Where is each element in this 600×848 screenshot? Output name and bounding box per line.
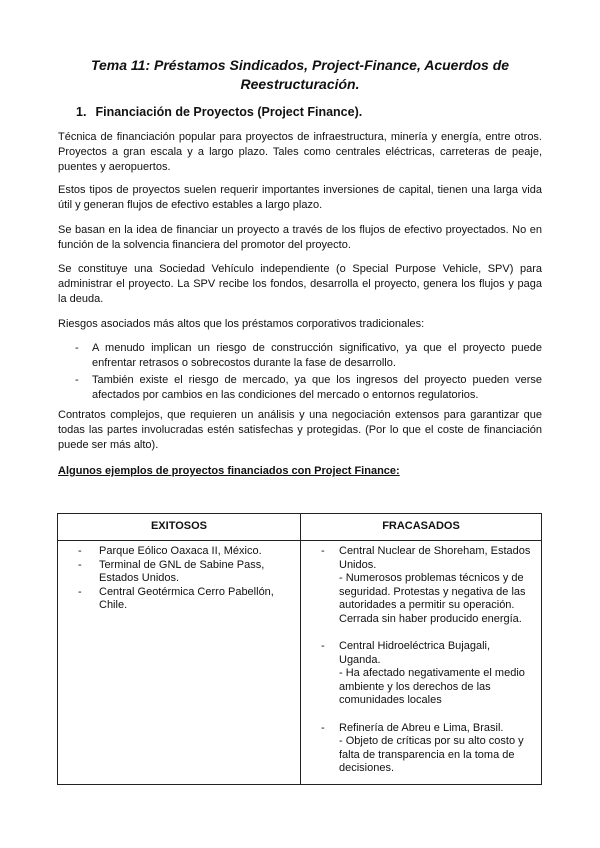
bullet-dash: -	[321, 640, 325, 652]
bullet-dash: -	[75, 342, 79, 354]
bullet-dash: -	[321, 545, 325, 557]
list-item	[58, 373, 542, 403]
project-detail: - Numerosos problemas técnicos y de seguridad. Protestas y negativa de las autoridades a permitir su operación. Cerrada sin haber producido energía.	[339, 572, 526, 625]
paragraph: Se basan en la idea de financiar un proyecto a través de los flujos de efectivo proyectados. No en función de la solvencia financiera del promotor del proyecto.	[58, 224, 542, 251]
paragraph: Se constituye una Sociedad Vehículo independiente (o Special Purpose Vehicle, SPV) para administrar el proyecto. La SPV recibe los fondos, desarrolla el proyecto, genera los flujos y paga la deuda.	[58, 263, 542, 305]
list-item	[321, 640, 531, 708]
list-item-text: A menudo implican un riesgo de construcción significativo, ya que el proyecto puede enfrentar retrasos o sobrecostos durante la fase de desarrollo.	[92, 342, 542, 369]
project-name: Central Hidroeléctrica Bujagali, Uganda.	[339, 640, 491, 666]
examples-table	[57, 513, 542, 785]
project-detail: - Ha afectado negativamente el medio ambiente y los derechos de las comunidades locales	[339, 667, 525, 706]
table-row	[58, 541, 542, 785]
paragraph: Contratos complejos, que requieren un análisis y una negociación extensos para garantizar que todas las partes involucradas estén satisfechas y protegidas. (Por lo que el coste de financiación puede ser más alto).	[58, 409, 542, 451]
list-item	[321, 545, 531, 626]
section-number: 1.	[76, 105, 87, 119]
list-item	[78, 559, 292, 586]
list-item	[58, 341, 542, 371]
section-heading-text: Financiación de Proyectos (Project Finance).	[95, 105, 363, 119]
table-header-row	[58, 514, 542, 541]
paragraph: Estos tipos de proyectos suelen requerir importantes inversiones de capital, tienen una larga vida útil y generan flujos de efectivo estables a largo plazo.	[58, 184, 542, 211]
list-item	[78, 545, 292, 559]
list-item	[78, 586, 292, 613]
list-item-text: Central Geotérmica Cerro Pabellón, Chile.	[99, 585, 274, 611]
column-header-exitosos: EXITOSOS	[58, 514, 301, 541]
list-item-text: Parque Eólico Oaxaca II, México.	[99, 545, 262, 557]
list-item-text: Terminal de GNL de Sabine Pass, Estados Unidos.	[99, 558, 265, 584]
project-detail: - Objeto de críticas por su alto costo y falta de transparencia en la toma de decisiones.	[339, 735, 524, 774]
bullet-dash: -	[321, 721, 325, 734]
list-item	[321, 722, 531, 776]
project-name: Refinería de Abreu e Lima, Brasil.	[339, 721, 504, 734]
bullet-dash: -	[78, 558, 82, 571]
exitosos-cell	[58, 541, 301, 785]
paragraph: Riesgos asociados más altos que los préstamos corporativos tradicionales:	[58, 318, 425, 330]
section-heading	[76, 104, 362, 120]
bullet-dash: -	[75, 374, 79, 386]
examples-heading: Algunos ejemplos de proyectos financiados con Project Finance:	[58, 465, 400, 477]
list-item-text: También existe el riesgo de mercado, ya que los ingresos del proyecto pueden verse afectados por cambios en las condiciones del mercado o entornos regulatorios.	[92, 374, 542, 401]
bullet-dash: -	[78, 545, 82, 557]
bullet-dash: -	[78, 585, 82, 598]
document-title: Tema 11: Préstamos Sindicados, Project-Finance, Acuerdos de Reestructuración.	[90, 57, 510, 92]
paragraph: Técnica de financiación popular para proyectos de infraestructura, minería y energía, entre otros. Proyectos a gran escala y a largo plazo. Tales como centrales eléctricas, carreteras de peaje, puentes y aeropuertos.	[58, 131, 542, 173]
column-header-fracasados: FRACASADOS	[301, 514, 542, 541]
risks-list	[58, 341, 542, 405]
project-name: Central Nuclear de Shoreham, Estados Unidos.	[339, 545, 531, 571]
fracasados-cell	[301, 541, 542, 785]
